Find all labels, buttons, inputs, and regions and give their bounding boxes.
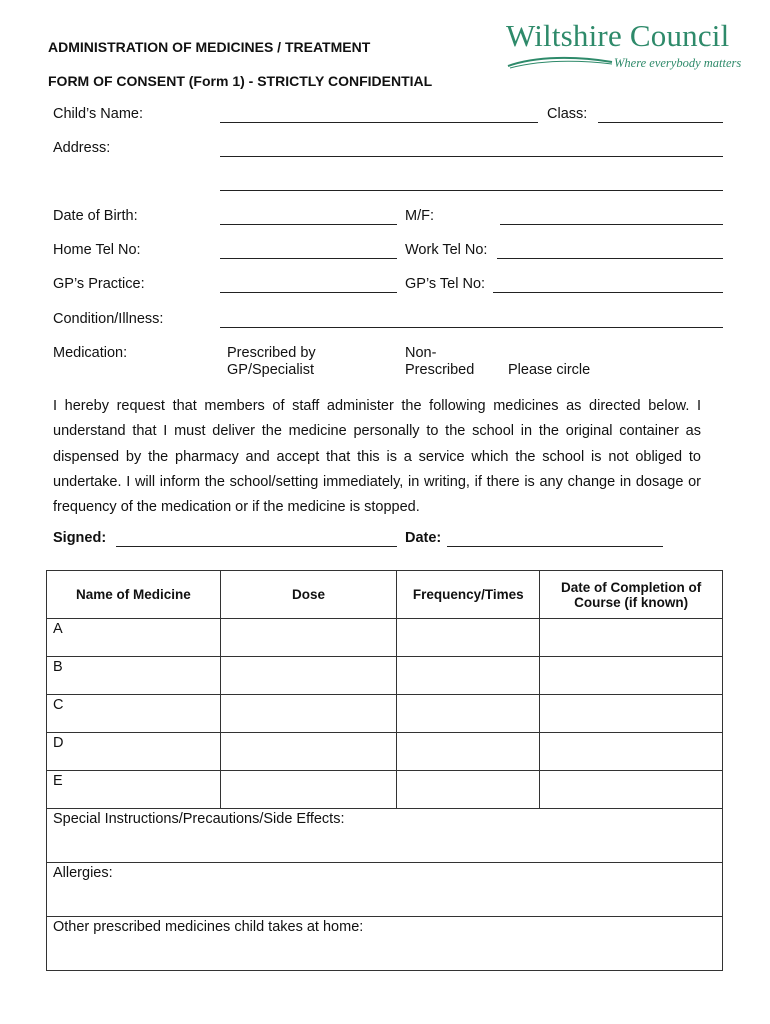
nonprescribed-option-line2[interactable]: Prescribed bbox=[405, 362, 475, 378]
allergies-row bbox=[47, 863, 723, 917]
medication-label: Medication: bbox=[53, 345, 128, 361]
header-dose: Dose bbox=[220, 571, 397, 619]
dose-cell[interactable] bbox=[220, 619, 397, 657]
address-label: Address: bbox=[53, 140, 111, 156]
mf-label: M/F: bbox=[405, 208, 434, 224]
header-frequency: Frequency/Times bbox=[397, 571, 540, 619]
header-completion: Date of Completion of Course (if known) bbox=[540, 571, 723, 619]
completion-cell[interactable] bbox=[540, 771, 723, 809]
form-title: ADMINISTRATION OF MEDICINES / TREATMENT bbox=[48, 39, 371, 55]
dob-line[interactable] bbox=[220, 224, 397, 225]
table-row bbox=[47, 771, 723, 809]
row-label[interactable]: C bbox=[47, 695, 221, 733]
dose-cell[interactable] bbox=[220, 771, 397, 809]
table-row bbox=[47, 657, 723, 695]
dob-label: Date of Birth: bbox=[53, 208, 138, 224]
gp-tel-line[interactable] bbox=[493, 292, 723, 293]
child-name-line[interactable] bbox=[220, 122, 538, 123]
signature-line[interactable] bbox=[116, 546, 397, 547]
row-label[interactable]: B bbox=[47, 657, 221, 695]
council-logo: Wiltshire Council bbox=[506, 18, 730, 53]
work-tel-line[interactable] bbox=[497, 258, 723, 259]
frequency-cell[interactable] bbox=[397, 695, 540, 733]
table-row bbox=[47, 619, 723, 657]
please-circle-note: Please circle bbox=[508, 362, 591, 378]
frequency-cell[interactable] bbox=[397, 657, 540, 695]
condition-line[interactable] bbox=[220, 327, 723, 328]
home-tel-line[interactable] bbox=[220, 258, 397, 259]
consent-paragraph: I hereby request that members of staff administer the following medicines as directed below. I understand that I must deliver the medicine personally to the school in the original container as dispensed by the pharmacy and accept that this is a service which the school is not obliged to undertake. I will inform the school/setting immediately, in writing, if there is any change in dosage or frequency of the medication or if the medicine is stopped. bbox=[53, 398, 701, 516]
header-medicine: Name of Medicine bbox=[47, 571, 221, 619]
gp-practice-label: GP’s Practice: bbox=[53, 276, 145, 292]
completion-cell[interactable] bbox=[540, 733, 723, 771]
allergies-cell[interactable]: Allergies: bbox=[47, 863, 723, 917]
row-label[interactable]: A bbox=[47, 619, 221, 657]
date-line[interactable] bbox=[447, 546, 663, 547]
form-subtitle: FORM OF CONSENT (Form 1) - STRICTLY CONFIDENTIAL bbox=[48, 73, 433, 89]
table-row bbox=[47, 733, 723, 771]
prescribed-option-line2[interactable]: GP/Specialist bbox=[227, 362, 315, 378]
logo-tagline: Where everybody matters bbox=[614, 56, 742, 70]
date-label: Date: bbox=[405, 530, 442, 546]
mf-line[interactable] bbox=[500, 224, 723, 225]
other-medicines-cell[interactable]: Other prescribed medicines child takes at home: bbox=[47, 917, 723, 971]
work-tel-label: Work Tel No: bbox=[405, 242, 488, 258]
completion-cell[interactable] bbox=[540, 695, 723, 733]
nonprescribed-option-line1[interactable]: Non- bbox=[405, 345, 437, 361]
dose-cell[interactable] bbox=[220, 695, 397, 733]
address-line-1[interactable] bbox=[220, 156, 723, 157]
child-name-label: Child’s Name: bbox=[53, 106, 143, 122]
row-label[interactable]: E bbox=[47, 771, 221, 809]
frequency-cell[interactable] bbox=[397, 771, 540, 809]
gp-tel-label: GP’s Tel No: bbox=[405, 276, 486, 292]
table-row bbox=[47, 695, 723, 733]
special-instructions-cell[interactable]: Special Instructions/Precautions/Side Effects: bbox=[47, 809, 723, 863]
signed-label: Signed: bbox=[53, 530, 107, 546]
frequency-cell[interactable] bbox=[397, 619, 540, 657]
completion-cell[interactable] bbox=[540, 619, 723, 657]
other-medicines-row bbox=[47, 917, 723, 971]
table-header-row bbox=[47, 571, 723, 619]
home-tel-label: Home Tel No: bbox=[53, 242, 141, 258]
logo-swoosh-icon bbox=[506, 56, 614, 70]
row-label[interactable]: D bbox=[47, 733, 221, 771]
address-line-2[interactable] bbox=[220, 190, 723, 191]
gp-practice-line[interactable] bbox=[220, 292, 397, 293]
class-label: Class: bbox=[547, 106, 588, 122]
frequency-cell[interactable] bbox=[397, 733, 540, 771]
special-instructions-row bbox=[47, 809, 723, 863]
medicines-table bbox=[46, 570, 723, 971]
dose-cell[interactable] bbox=[220, 733, 397, 771]
completion-cell[interactable] bbox=[540, 657, 723, 695]
prescribed-option-line1[interactable]: Prescribed by bbox=[227, 345, 316, 361]
class-line[interactable] bbox=[598, 122, 723, 123]
dose-cell[interactable] bbox=[220, 657, 397, 695]
condition-label: Condition/Illness: bbox=[53, 311, 164, 327]
